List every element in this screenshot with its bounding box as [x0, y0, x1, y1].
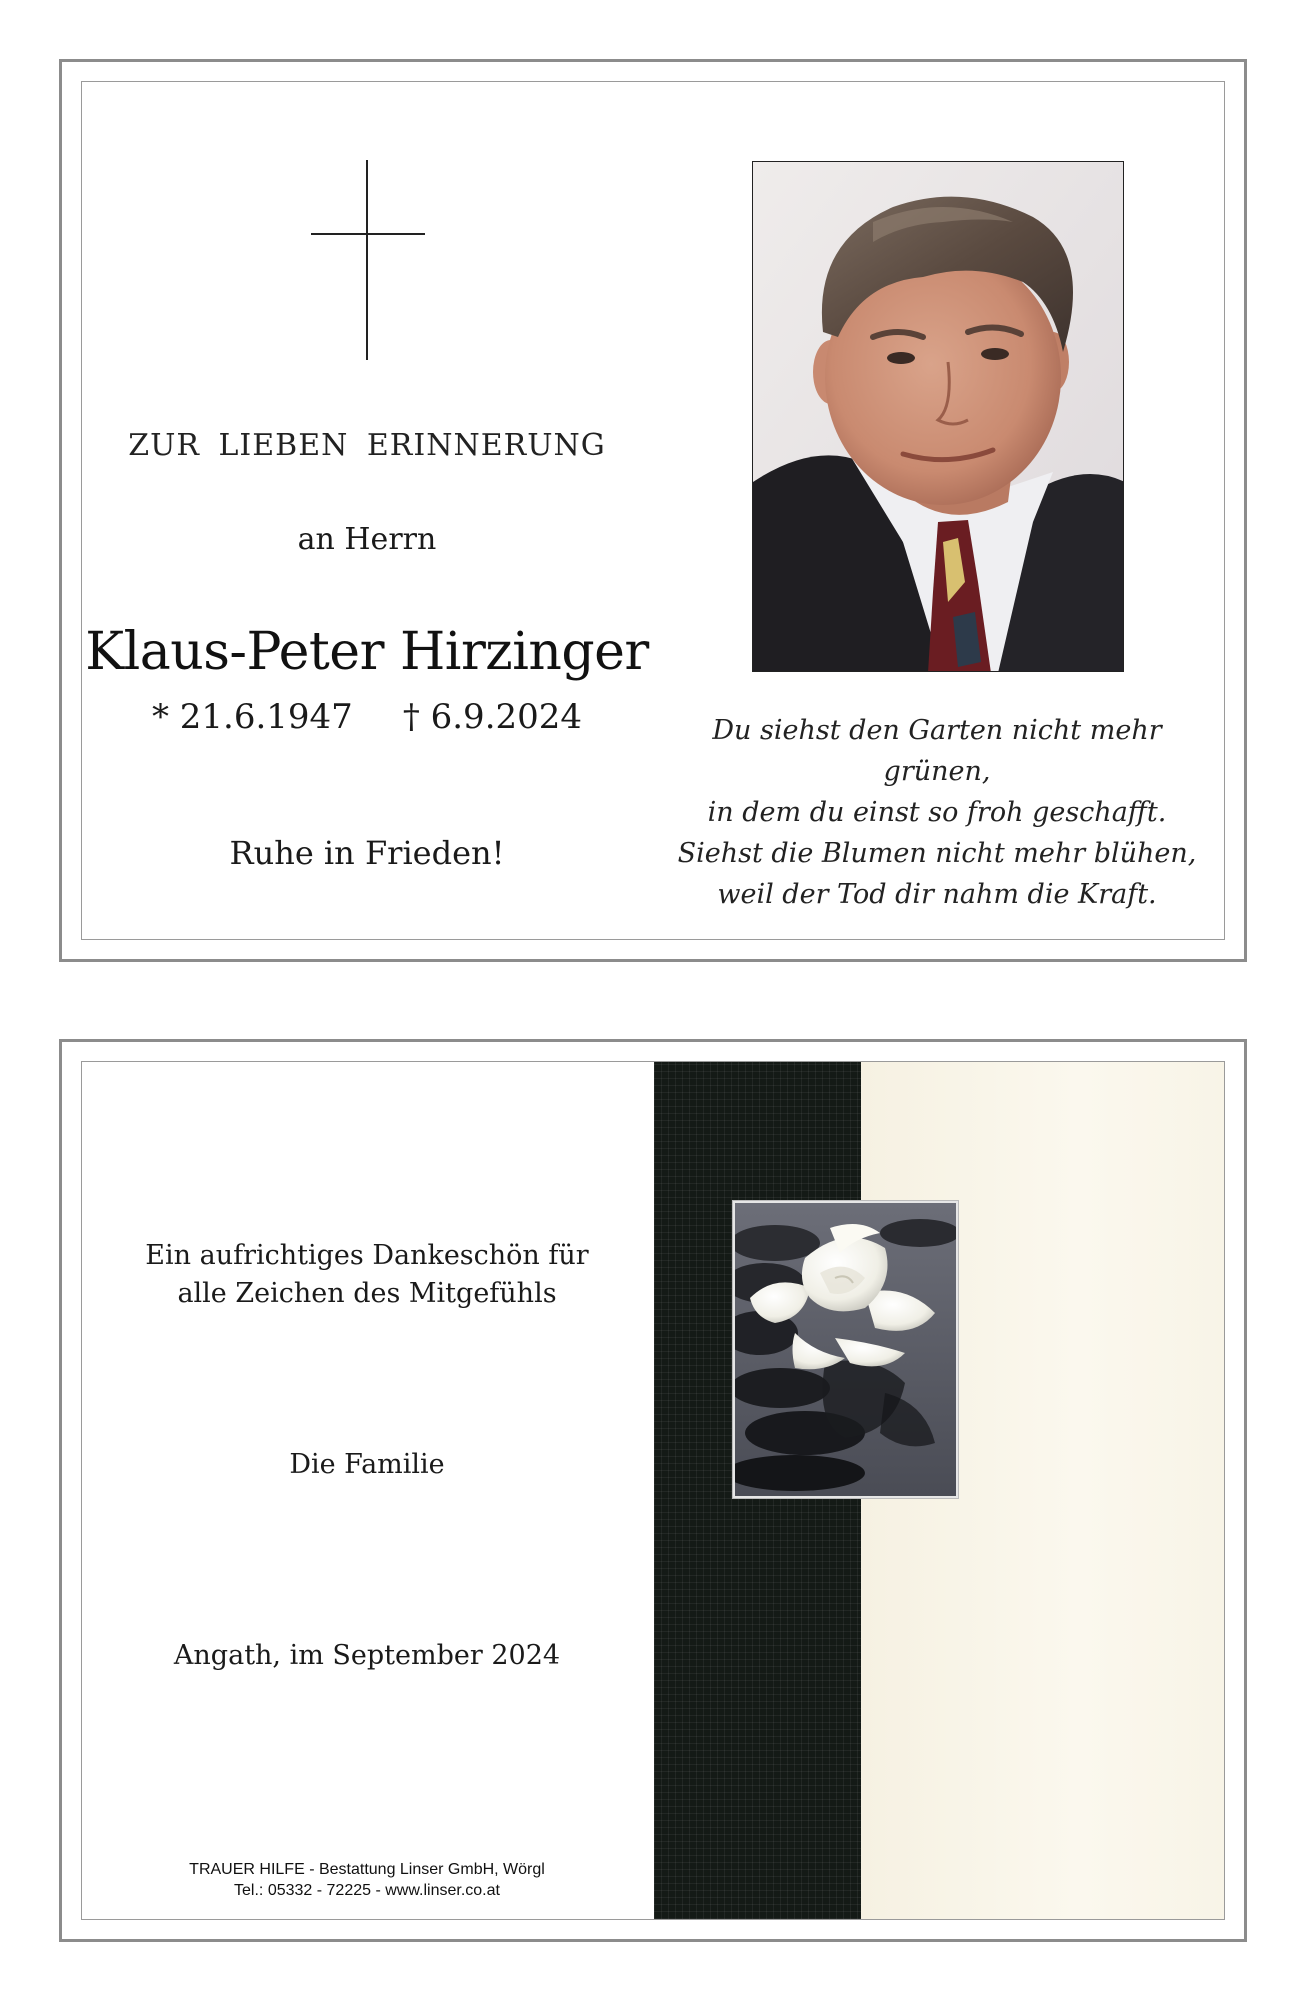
thanks-line: Ein aufrichtiges Dankeschön für [145, 1240, 589, 1271]
poem-line: Du siehst den Garten nicht mehr grünen, [712, 715, 1162, 787]
back-card-frame [81, 1061, 1225, 1920]
thanks-line: alle Zeichen des Mitgefühls [177, 1278, 557, 1309]
front-card-frame [81, 81, 1225, 940]
poem-line: weil der Tod dir nahm die Kraft. [717, 879, 1157, 910]
life-dates [82, 697, 652, 737]
parte-front-card [59, 59, 1247, 962]
death-date: † 6.9.2024 [402, 697, 583, 737]
poem-line: in dem du einst so froh geschafft. [707, 797, 1167, 828]
parte-back-card [59, 1039, 1247, 1942]
closing-phrase: Ruhe in Frieden! [229, 834, 505, 872]
portrait-photo [752, 161, 1124, 672]
cross-icon-bar [311, 233, 425, 235]
rose-photo [733, 1201, 958, 1498]
family-signature: Die Familie [289, 1449, 445, 1480]
place-date: Angath, im September 2024 [173, 1640, 561, 1671]
thanks-message [82, 1237, 652, 1313]
footer-line: Tel.: 05332 - 72225 - www.linser.co.at [234, 1882, 500, 1899]
footer-line: TRAUER HILFE - Bestattung Linser GmbH, Wörgl [189, 1861, 545, 1878]
memorial-poem [672, 710, 1202, 915]
deceased-name: Klaus-Peter Hirzinger [85, 622, 649, 682]
poem-line: Siehst die Blumen nicht mehr blühen, [677, 838, 1197, 869]
memorial-heading: ZUR LIEBEN ERINNERUNG [128, 428, 606, 463]
salutation: an Herrn [297, 522, 437, 557]
funeral-home-footer [82, 1859, 652, 1901]
birth-date: * 21.6.1947 [151, 697, 353, 737]
cross-icon [366, 160, 368, 360]
